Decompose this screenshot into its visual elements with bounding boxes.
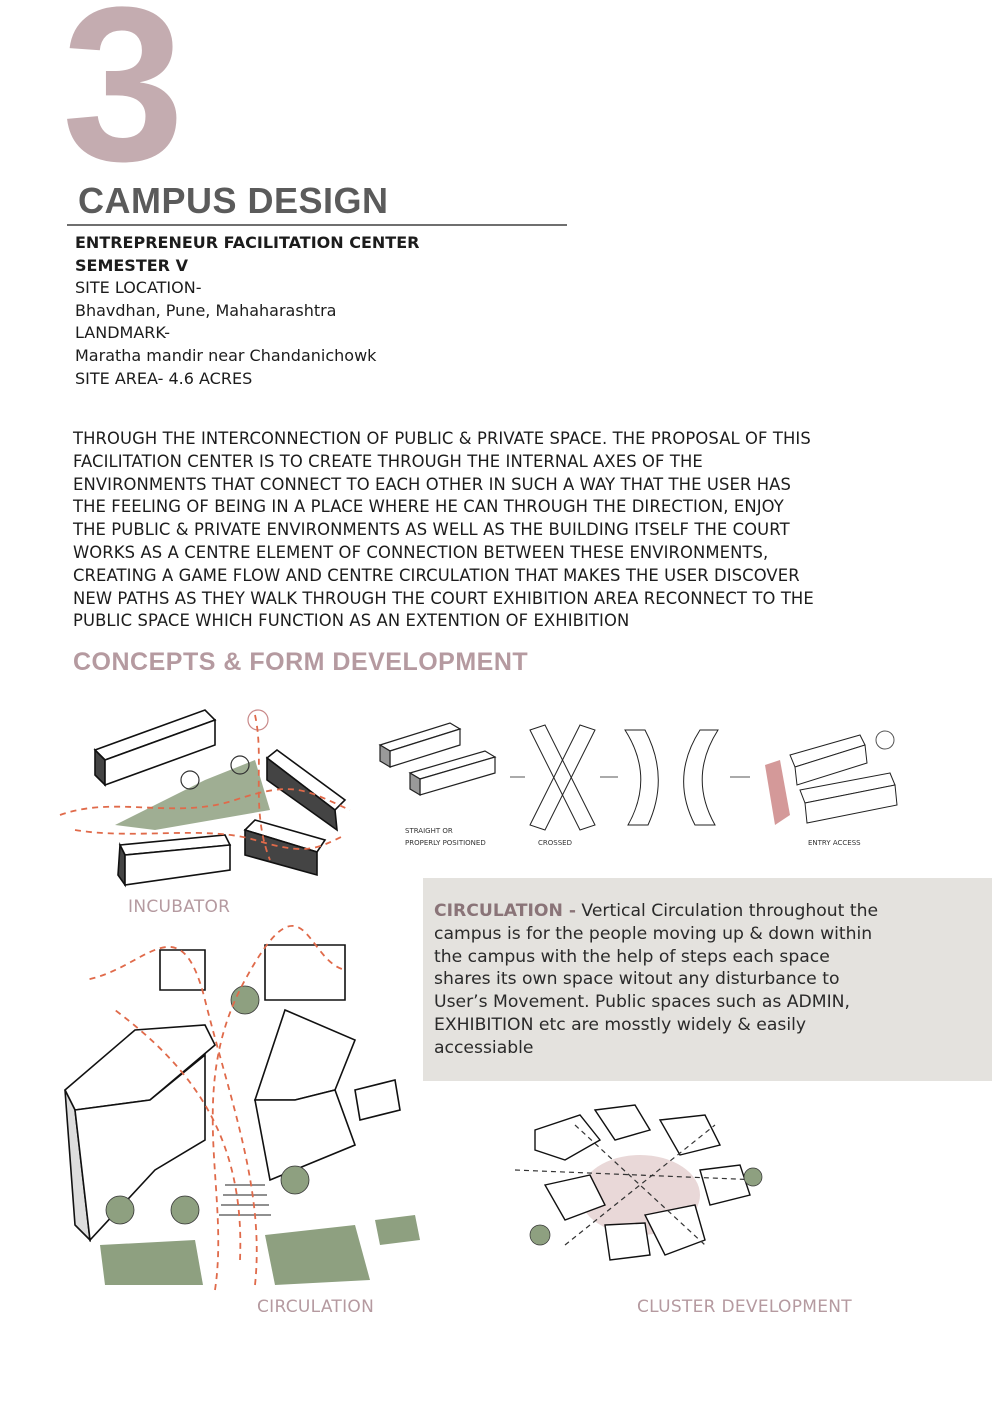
- circulation-note-line: EXHIBITION etc are mosstly widely & easily: [434, 1014, 807, 1035]
- sketch-label-entry: ENTRY ACCESS: [808, 839, 861, 847]
- circulation-sketch: [55, 940, 425, 1290]
- semester: SEMESTER V: [75, 255, 188, 275]
- caption-circulation: CIRCULATION: [257, 1297, 375, 1317]
- circulation-note-line: Vertical Circulation throughout the: [575, 901, 879, 921]
- circulation-note-lead: CIRCULATION -: [434, 901, 576, 921]
- title-underline: [67, 224, 567, 226]
- description-line: THE PUBLIC & PRIVATE ENVIRONMENTS AS WELL AS THE BUILDING ITSELF THE COURT: [73, 520, 790, 540]
- chapter-number: 3: [62, 0, 181, 207]
- section-heading: CONCEPTS & FORM DEVELOPMENT: [73, 648, 529, 676]
- sketch-label-straight: STRAIGHT OR: [405, 827, 453, 835]
- description-line: THE FEELING OF BEING IN A PLACE WHERE HE CAN THROUGH THE DIRECTION, ENJOY: [73, 497, 784, 517]
- sketch-label-crossed: CROSSED: [538, 839, 572, 847]
- circulation-note-line: the campus with the help of steps each space: [434, 946, 830, 967]
- circulation-note-line: accessiable: [434, 1037, 534, 1058]
- landmark-label: LANDMARK-: [75, 323, 170, 343]
- incubator-sketch: [55, 700, 355, 890]
- description-line: PUBLIC SPACE WHICH FUNCTION AS AN EXTENTION OF EXHIBITION: [73, 611, 630, 631]
- form-concept-sketches: [370, 715, 930, 855]
- sketch-label-positioned: PROPERLY POSITIONED: [405, 839, 486, 847]
- circulation-note-line: shares its own space witout any disturbance to: [434, 969, 840, 990]
- circulation-note-line: User’s Movement. Public spaces such as ADMIN,: [434, 992, 851, 1013]
- landmark: Maratha mandir near Chandanichowk: [75, 345, 377, 365]
- description-line: THROUGH THE INTERCONNECTION OF PUBLIC & PRIVATE SPACE. THE PROPOSAL OF THIS: [73, 429, 811, 448]
- description-line: NEW PATHS AS THEY WALK THROUGH THE COURT EXHIBITION AREA RECONNECT TO THE: [73, 588, 814, 608]
- description-line: FACILITATION CENTER IS TO CREATE THROUGH THE INTERNAL AXES OF THE: [73, 451, 703, 471]
- description-paragraph: [73, 428, 953, 633]
- site-location: Bhavdhan, Pune, Mahaharashtra: [75, 300, 337, 320]
- description-line: WORKS AS A CENTRE ELEMENT OF CONNECTION BETWEEN THESE ENVIRONMENTS,: [73, 542, 769, 562]
- circulation-note: [434, 900, 979, 1060]
- page-title: CAMPUS DESIGN: [78, 180, 389, 221]
- site-location-label: SITE LOCATION-: [75, 278, 202, 298]
- caption-cluster: CLUSTER DEVELOPMENT: [637, 1297, 852, 1317]
- project-name: ENTREPRENEUR FACILITATION CENTER: [75, 233, 420, 252]
- project-info: [75, 232, 419, 390]
- cluster-sketch: [505, 1095, 775, 1285]
- circulation-note-line: campus is for the people moving up & down within: [434, 923, 873, 944]
- site-area: SITE AREA- 4.6 ACRES: [75, 368, 253, 388]
- caption-incubator: INCUBATOR: [128, 897, 231, 917]
- description-line: CREATING A GAME FLOW AND CENTRE CIRCULATION THAT MAKES THE USER DISCOVER: [73, 565, 800, 585]
- description-line: ENVIRONMENTS THAT CONNECT TO EACH OTHER IN SUCH A WAY THAT THE USER HAS: [73, 474, 791, 494]
